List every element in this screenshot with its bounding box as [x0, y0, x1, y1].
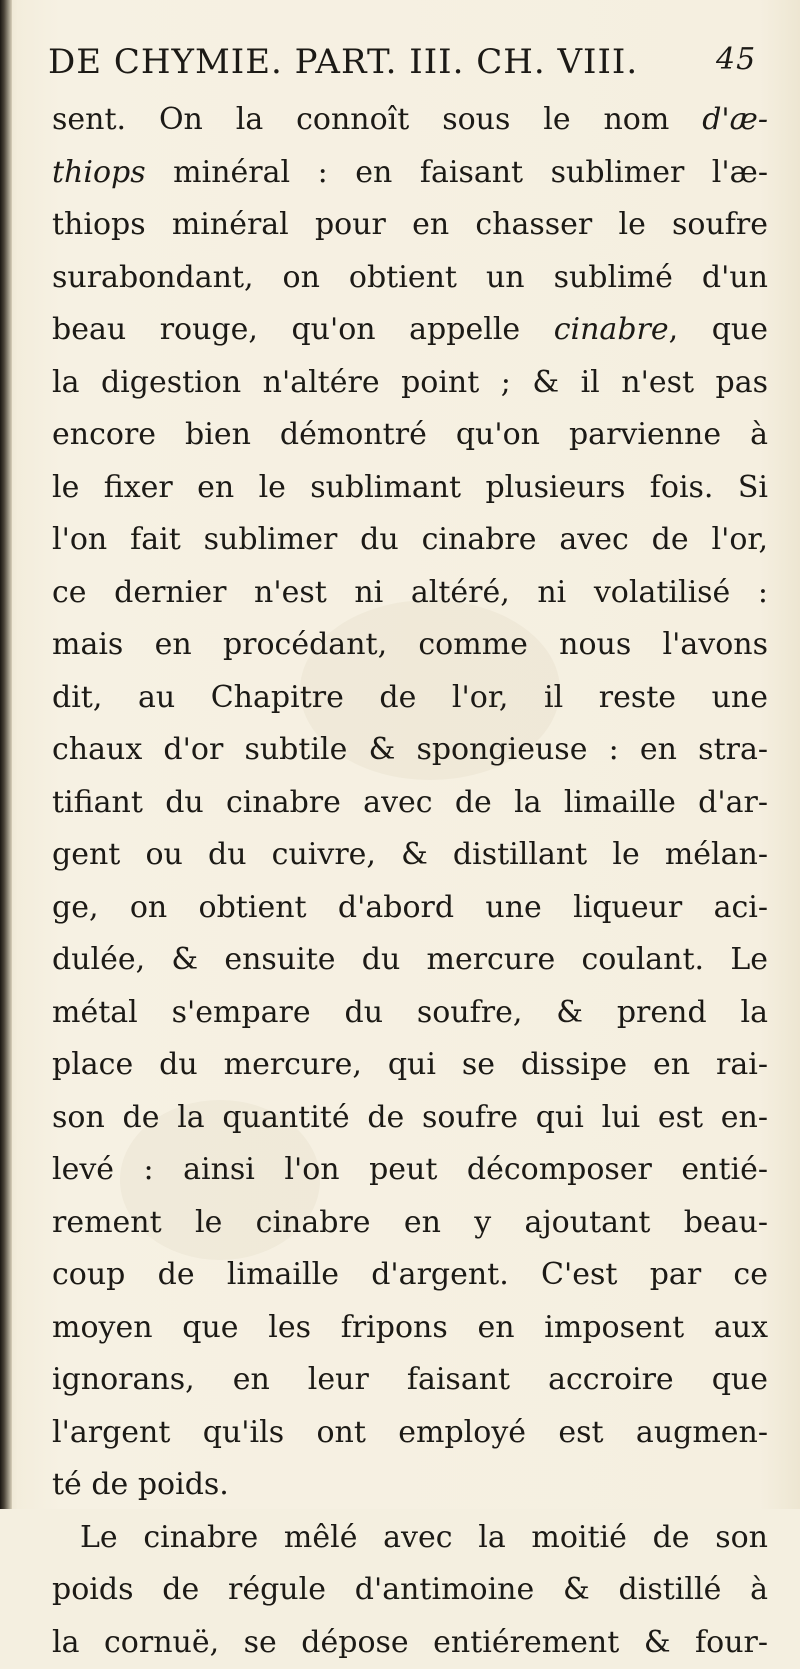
text-line: moyen que les fripons en imposent aux — [52, 1302, 768, 1355]
text-line: ignorans, en leur faisant accroire que — [52, 1354, 768, 1407]
running-head — [48, 42, 788, 92]
text-line: beau rouge, qu'on appelle cinabre, que — [52, 304, 768, 357]
page-number: 45 — [716, 42, 756, 77]
text-line: Le cinabre mêlé avec la moitié de son — [52, 1512, 768, 1565]
text-line: rement le cinabre en y ajoutant beau- — [52, 1197, 768, 1250]
text-line: poids de régule d'antimoine & distillé à — [52, 1564, 768, 1617]
text-line: ce dernier n'est ni altéré, ni volatilisé : — [52, 567, 768, 620]
text-line: métal s'empare du soufre, & prend la — [52, 987, 768, 1040]
text-line: le fixer en le sublimant plusieurs fois. Si — [52, 462, 768, 515]
text-line: levé : ainsi l'on peut décomposer entié- — [52, 1144, 768, 1197]
text-line: sent. On la connoît sous le nom d'æ- — [52, 94, 768, 147]
text-line: coup de limaille d'argent. C'est par ce — [52, 1249, 768, 1302]
text-line: surabondant, on obtient un sublimé d'un — [52, 252, 768, 305]
text-line: la cornuë, se dépose entiérement & four- — [52, 1617, 768, 1669]
text-line: l'on fait sublimer du cinabre avec de l'or, — [52, 514, 768, 567]
text-line: l'argent qu'ils ont employé est augmen- — [52, 1407, 768, 1460]
running-head-title: DE CHYMIE. PART. III. CH. VIII. — [48, 42, 638, 82]
binding-gutter — [0, 0, 12, 1509]
text-line: mais en procédant, comme nous l'avons — [52, 619, 768, 672]
text-line: té de poids. — [52, 1459, 768, 1512]
text-line: dit, au Chapitre de l'or, il reste une — [52, 672, 768, 725]
text-line: gent ou du cuivre, & distillant le mélan- — [52, 829, 768, 882]
text-line: encore bien démontré qu'on parvienne à — [52, 409, 768, 462]
text-line: chaux d'or subtile & spongieuse : en stra- — [52, 724, 768, 777]
text-line: dulée, & ensuite du mercure coulant. Le — [52, 934, 768, 987]
text-line: place du mercure, qui se dissipe en rai- — [52, 1039, 768, 1092]
text-line: ge, on obtient d'abord une liqueur aci- — [52, 882, 768, 935]
text-line: thiops minéral : en faisant sublimer l'æ- — [52, 147, 768, 200]
text-line: tifiant du cinabre avec de la limaille d'ar- — [52, 777, 768, 830]
text-line: la digestion n'altére point ; & il n'est pas — [52, 357, 768, 410]
text-line: thiops minéral pour en chasser le soufre — [52, 199, 768, 252]
body-text — [52, 94, 768, 1669]
text-line: son de la quantité de soufre qui lui est en- — [52, 1092, 768, 1145]
